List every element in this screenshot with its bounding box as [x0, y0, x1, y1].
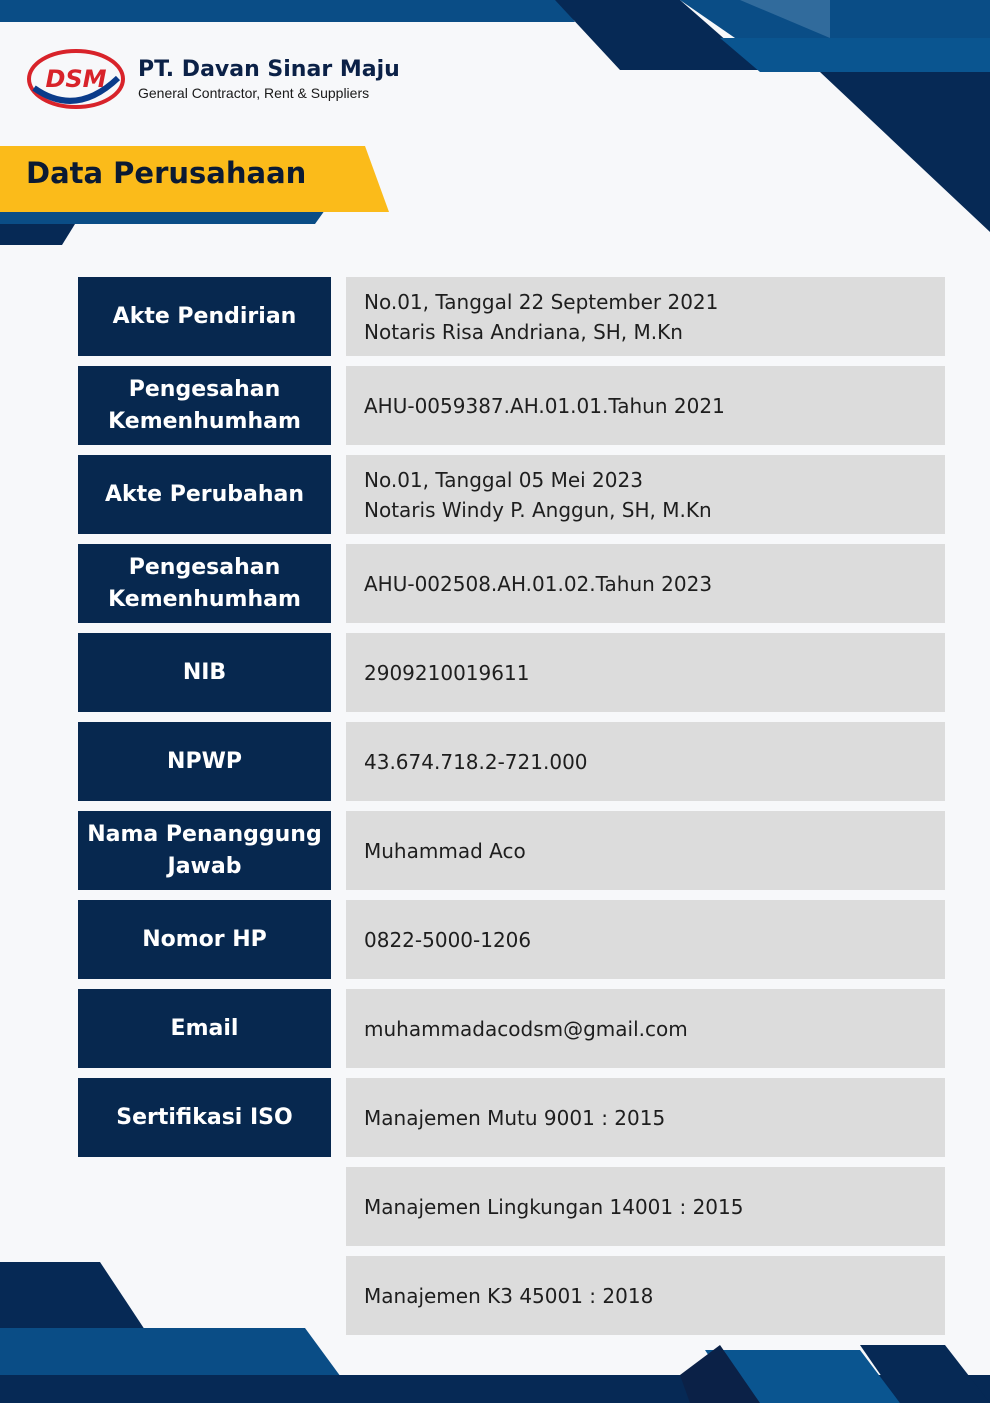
- value-line: AHU-0059387.AH.01.01.Tahun 2021: [364, 393, 725, 418]
- table-row: [78, 722, 945, 801]
- row-value: [346, 722, 945, 801]
- row-label: Email: [78, 989, 331, 1068]
- value-line: Manajemen Mutu 9001 : 2015: [364, 1105, 666, 1130]
- table-row: [78, 633, 945, 712]
- row-value: [346, 1078, 945, 1157]
- row-label: NPWP: [78, 722, 331, 801]
- logo-text: DSM: [45, 65, 107, 93]
- row-value: [346, 989, 945, 1068]
- table-row: [78, 277, 945, 356]
- row-value: [346, 366, 945, 445]
- row-value: [346, 1256, 945, 1335]
- row-value: [346, 544, 945, 623]
- value-line: No.01, Tanggal 05 Mei 2023: [364, 467, 643, 492]
- table-row: [78, 1167, 945, 1246]
- row-label: Pengesahan Kemenhumham: [78, 544, 331, 623]
- row-label: Pengesahan Kemenhumham: [78, 366, 331, 445]
- company-info: [138, 57, 400, 101]
- value-line: Muhammad Aco: [364, 838, 526, 863]
- table-row: [78, 989, 945, 1068]
- company-tagline: General Contractor, Rent & Suppliers: [138, 85, 370, 101]
- row-label: [78, 1256, 331, 1335]
- row-value: [346, 811, 945, 890]
- table-row: [78, 366, 945, 445]
- value-line: Notaris Windy P. Anggun, SH, M.Kn: [364, 497, 712, 522]
- row-label: Sertifikasi ISO: [78, 1078, 331, 1157]
- value-line: Manajemen Lingkungan 14001 : 2015: [364, 1194, 744, 1219]
- row-label: Akte Pendirian: [78, 277, 331, 356]
- row-value: [346, 277, 945, 356]
- row-label: Nomor HP: [78, 900, 331, 979]
- value-line: AHU-002508.AH.01.02.Tahun 2023: [364, 571, 713, 596]
- value-line: 2909210019611: [364, 660, 530, 685]
- value-line: 0822-5000-1206: [364, 927, 532, 952]
- value-line: Notaris Risa Andriana, SH, M.Kn: [364, 319, 683, 344]
- table-row: [78, 811, 945, 890]
- company-header: [26, 48, 400, 110]
- table-row: [78, 900, 945, 979]
- section-title: Data Perusahaan: [26, 156, 307, 190]
- row-label: NIB: [78, 633, 331, 712]
- row-label: Akte Perubahan: [78, 455, 331, 534]
- value-line: No.01, Tanggal 22 September 2021: [364, 289, 719, 314]
- dsm-logo: [26, 48, 126, 110]
- value-line: Manajemen K3 45001 : 2018: [364, 1283, 654, 1308]
- table-row: [78, 1256, 945, 1335]
- row-label: [78, 1167, 331, 1246]
- row-label: Nama Penanggung Jawab: [78, 811, 331, 890]
- value-line: 43.674.718.2-721.000: [364, 749, 588, 774]
- row-value: [346, 1167, 945, 1246]
- row-value: [346, 900, 945, 979]
- company-name: PT. Davan Sinar Maju: [138, 57, 400, 82]
- table-row: [78, 1078, 945, 1157]
- table-row: [78, 544, 945, 623]
- value-line: muhammadacodsm@gmail.com: [364, 1016, 688, 1041]
- table-row: [78, 455, 945, 534]
- row-value: [346, 455, 945, 534]
- row-value: [346, 633, 945, 712]
- company-data-table: [78, 277, 945, 1345]
